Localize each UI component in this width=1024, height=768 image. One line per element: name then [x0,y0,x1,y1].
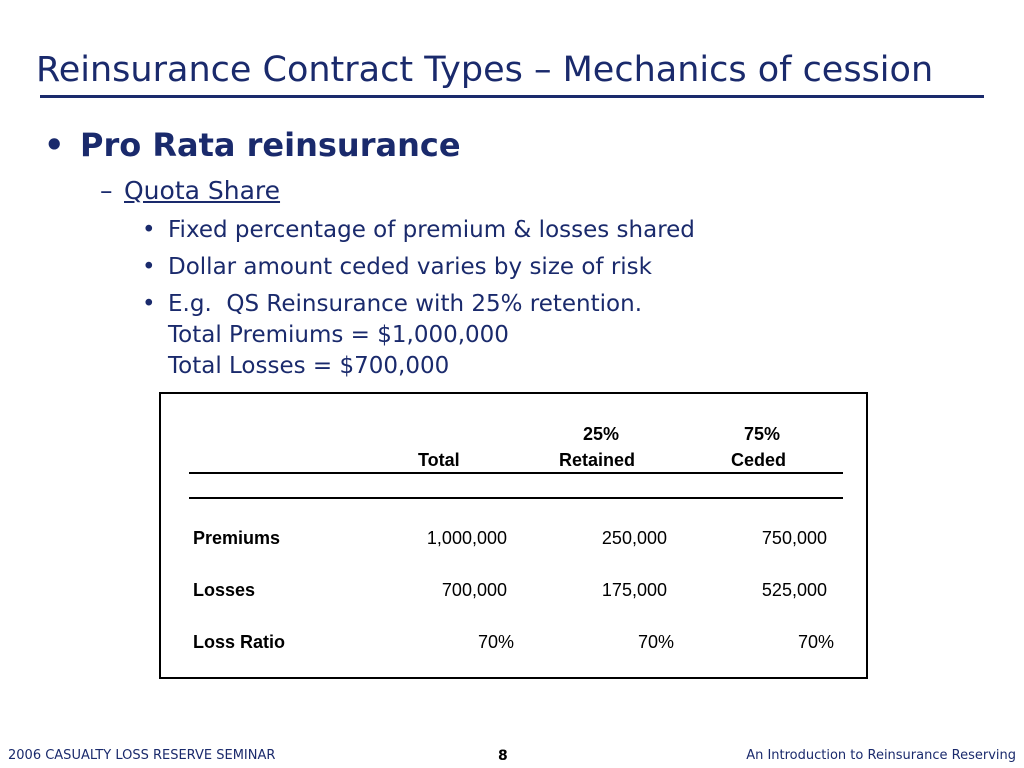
header-ceded-pct: 75% [744,424,781,444]
bullet-icon: • [142,291,156,317]
sub-sub-bullet-example [142,289,642,382]
cell-ceded: 750,000 [761,528,827,548]
bullet-icon: • [44,126,65,164]
footer-seminar: 2006 CASUALTY LOSS RESERVE SEMINAR [8,748,276,763]
row-label-losses: Losses [193,580,256,600]
cell-ceded: 525,000 [761,580,827,600]
page-number: 8 [498,748,508,764]
cell-total: 1,000,000 [426,528,507,548]
cell-ceded: 70% [797,632,834,652]
bullet-icon: • [142,254,156,280]
footer-subtitle: An Introduction to Reinsurance Reserving [746,748,1016,763]
row-label-loss-ratio: Loss Ratio [193,632,286,652]
row-label-premiums: Premiums [193,528,281,548]
header-rule [189,472,843,474]
example-line: Total Losses = $700,000 [168,353,450,379]
header-ceded: Ceded [731,450,787,470]
bullet-text: E.g. QS Reinsurance with 25% retention. [168,291,643,317]
bullet-text: Pro Rata reinsurance [80,126,461,164]
cell-retained: 250,000 [601,528,667,548]
slide-title: Reinsurance Contract Types – Mechanics of cession [36,50,934,90]
header-total: Total [418,450,460,470]
bullet-text: Fixed percentage of premium & losses shared [168,217,695,243]
bullet-pro-rata [44,126,461,164]
bullet-icon: • [142,217,156,243]
sub-sub-bullet [142,215,695,246]
quota-share-table [159,392,868,679]
header-rule [189,497,843,499]
cell-retained: 70% [637,632,674,652]
sub-bullet-quota-share [100,176,280,205]
title-underline [40,95,984,98]
quota-share-link[interactable]: Quota Share [124,176,281,205]
header-retained: Retained [559,450,636,470]
dash-icon: – [100,176,113,205]
example-line: Total Premiums = $1,000,000 [168,322,509,348]
cell-total: 700,000 [441,580,507,600]
bullet-text: Dollar amount ceded varies by size of risk [168,254,652,280]
cell-total: 70% [477,632,514,652]
sub-sub-bullet [142,252,652,283]
cell-retained: 175,000 [601,580,667,600]
header-retained-pct: 25% [583,424,620,444]
